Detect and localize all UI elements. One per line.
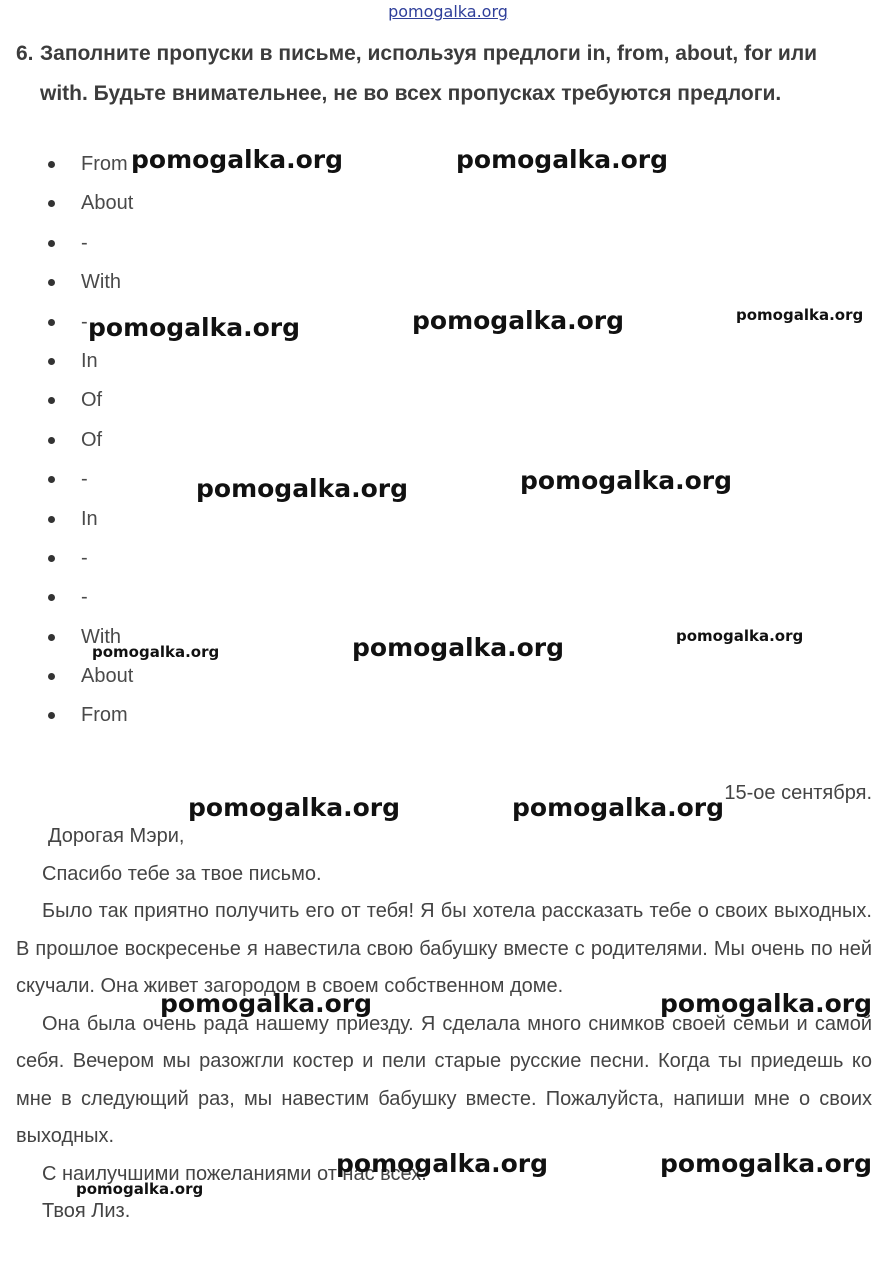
answer-text: In — [81, 349, 98, 372]
watermark: pomogalka.org — [736, 306, 864, 324]
watermark: pomogalka.org — [188, 793, 401, 822]
answer-text: - — [81, 310, 88, 333]
bullet-icon — [48, 712, 55, 719]
task-instruction — [16, 34, 876, 114]
watermark: pomogalka.org — [512, 793, 725, 822]
watermark: pomogalka.org — [336, 1149, 549, 1178]
answer-text: Of — [81, 428, 103, 451]
bullet-icon — [48, 594, 55, 601]
bullet-icon — [48, 200, 55, 207]
watermark: pomogalka.org — [131, 145, 344, 174]
letter-paragraph: Она была очень рада нашему приезду. Я сделала много снимков своей семьи и самой себя. Вечером мы разожгли костер и пели старые русские песни. Когда ты приедешь ко мне в следующий раз, мы навестим бабушку вместе. Пожалуйста, напиши мне о своих выходных. — [16, 1012, 872, 1147]
bullet-icon — [48, 279, 55, 286]
answer-text: - — [81, 546, 88, 569]
watermark: pomogalka.org — [520, 466, 733, 495]
bullet-icon — [48, 673, 55, 680]
watermark: pomogalka.org — [412, 306, 625, 335]
watermark: pomogalka.org — [660, 1149, 873, 1178]
task-line-1 — [16, 34, 876, 74]
watermark: pomogalka.org — [92, 643, 220, 661]
answer-text: With — [81, 271, 121, 294]
watermark: pomogalka.org — [456, 145, 669, 174]
watermark: pomogalka.org — [76, 1180, 204, 1198]
task-text-1: Заполните пропуски в письме, используя предлоги in, from, about, for или — [40, 42, 818, 65]
bullet-icon — [48, 634, 55, 641]
watermark: pomogalka.org — [676, 627, 804, 645]
site-link[interactable]: pomogalka.org — [388, 2, 508, 21]
bullet-icon — [48, 516, 55, 523]
bullet-icon — [48, 161, 55, 168]
watermark: pomogalka.org — [88, 313, 301, 342]
answer-text: From — [81, 704, 128, 727]
bullet-icon — [48, 319, 55, 326]
task-number: 6. — [16, 42, 34, 65]
watermark: pomogalka.org — [660, 989, 873, 1018]
watermark: pomogalka.org — [352, 633, 565, 662]
bullet-icon — [48, 358, 55, 365]
answer-text: Of — [81, 389, 103, 412]
bullet-icon — [48, 476, 55, 483]
answer-text: About — [81, 665, 134, 688]
answer-text: - — [81, 468, 88, 491]
letter-date: 15-ое сентября. — [724, 782, 872, 804]
bullet-icon — [48, 555, 55, 562]
letter-signature: Твоя Лиз. — [42, 1200, 131, 1222]
answer-text: - — [81, 586, 88, 609]
watermark: pomogalka.org — [196, 474, 409, 503]
answer-text: About — [81, 192, 134, 215]
letter-closing: С наилучшими пожеланиями от нас всех. — [42, 1162, 427, 1185]
answer-text: - — [81, 231, 88, 254]
letter-paragraph: Было так приятно получить его от тебя! Я бы хотела рассказать тебе о своих выходных. В прошлое воскресенье я навестила свою бабушку вместе с родителями. Мы очень по ней скучали. Она живет загородом в своем собственном доме. — [16, 900, 872, 997]
task-line-2: with. Будьте внимательнее, не во всех пропусках требуются предлоги. — [40, 82, 782, 105]
answer-text: With — [81, 625, 121, 648]
bullet-icon — [48, 240, 55, 247]
watermark: pomogalka.org — [160, 989, 373, 1018]
bullet-icon — [48, 397, 55, 404]
letter-salutation: Дорогая Мэри, — [48, 825, 185, 847]
answer-text: From — [81, 153, 128, 175]
answer-text: In — [81, 507, 98, 530]
letter-paragraph: Спасибо тебе за твое письмо. — [42, 862, 322, 885]
bullet-icon — [48, 437, 55, 444]
